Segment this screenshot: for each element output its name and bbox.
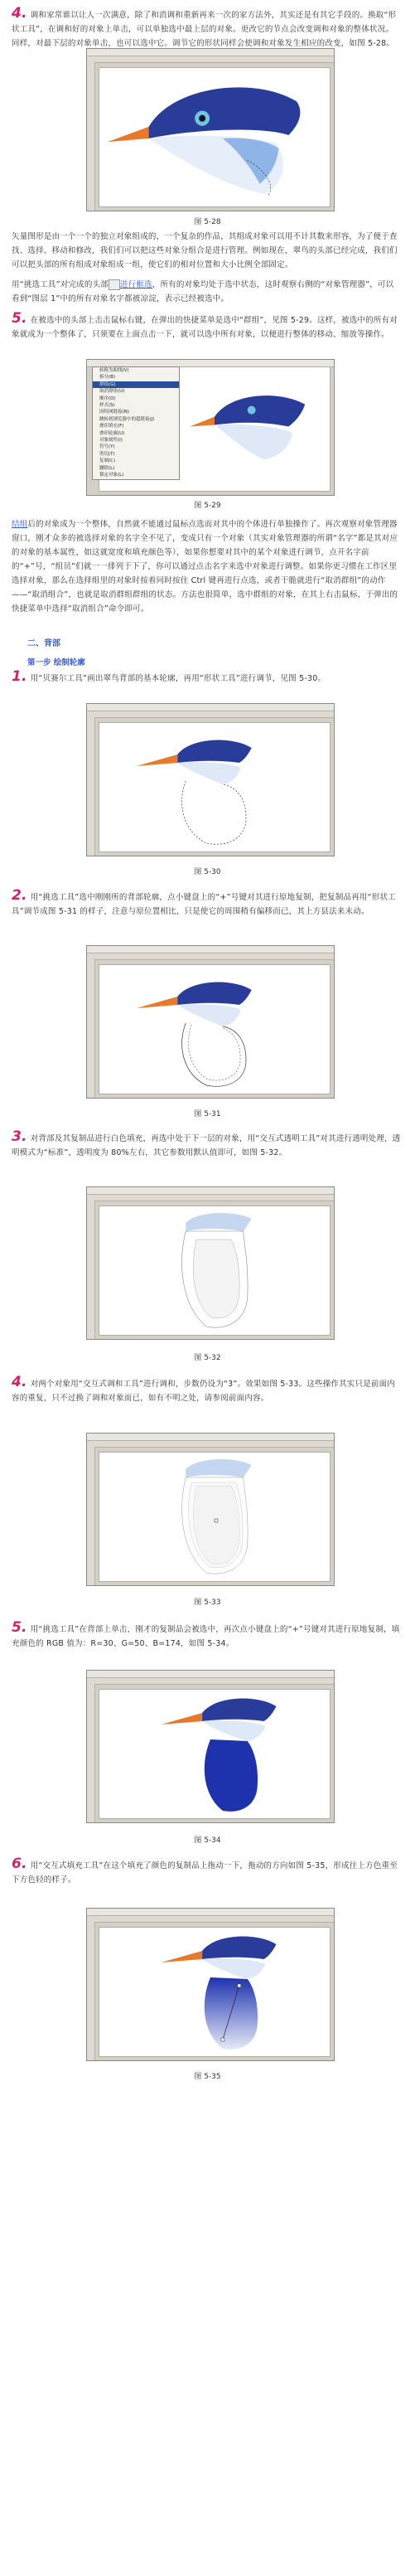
- paragraph-select-head: 用“挑选工具”对完成的头部 进行框选，所有的对象均处于选中状态，这时观察右侧的“对象管理器”，可以看到“图层 1”中的所有对象名字都被凉淀，表示已经被选中。: [12, 280, 394, 303]
- section-title: 二、背部: [27, 639, 60, 648]
- screenshot-5-31: [86, 945, 335, 1099]
- screenshot-5-29: [86, 359, 335, 496]
- step-4-back-paragraph: 4. 对两个对象用“交互式调和工具”进行调和，步数仍设为“3”。效果如图 5-33。这些操作其实只是前面内容的重复，只不过换了调和对象而已，如有不明之处，请参阅前面内容。: [12, 1374, 395, 1403]
- screenshot-5-35: [86, 1908, 335, 2061]
- step-5-paragraph: 5. 在被选中的头部上击击鼠标右键，在弹出的快捷菜单是选中“群组”，见图 5-29。这样，被选中的所有对象就成为一个整体了，只须要在上面点击一下，就可以选中所有对象，以便进行整体的移动、缩放等操作。: [12, 310, 398, 339]
- context-menu-item[interactable]: 剪切(T): [99, 451, 115, 457]
- context-menu-item[interactable]: 取消群组(U): [99, 389, 125, 395]
- step-number: 4.: [12, 5, 27, 22]
- context-menu-item[interactable]: 对象属性(I): [99, 438, 123, 444]
- step-1-paragraph: 1. 用“贝赛尔工具”画出翠鸟背部的基本轮廓，再用“形状工具”进行调节，见图 5-30。: [12, 668, 326, 685]
- step-6-back-paragraph: 6. 用“交互式填充工具”在这个填充了颜色的复制品上拖动一下，拖动的方向如图 5-35，形成往上方色重至下方色轻的样子。: [12, 1856, 398, 1885]
- caption-5-34: 图 5-34: [194, 1836, 221, 1845]
- screenshot-5-34: [86, 1670, 335, 1823]
- paragraph-group-explain: 结组后的对象成为一个整体，自然就不能通过鼠标点选而对其中的个体进行单独操作了。再次观察对象管理器窗口，刚才众多的被选择对象的名字全不见了，变成只有一个对象（其实对象管理器的所谓“名字”都是其对应的对象的基本属性，如这就宽度和填充颜色等），如果你想要对其中的某个对象进行调节，点开名字前的“+”号，“组员”们就一一排列于下了，你可以通过点击名字来选中对象进行调整。如果你更习惯在工作区里选择对象，那么在选择组里的对象时按着同时按住 Ctrl 键再进行点选，或者干脆就进行“取消群组”的动作——“取消组合”，也就是取消群组群组的状态。方法也很简单，选中群组的对象，在其上右击鼠标，于弹出的快捷菜单中选择“取消组合”命令即可。: [12, 520, 398, 614]
- context-menu-item[interactable]: 跳转到浏览器中的超链接(J): [99, 416, 155, 422]
- select-link[interactable]: 进行框选: [119, 280, 152, 289]
- caption-5-35: 图 5-35: [194, 2073, 221, 2081]
- context-menu-item[interactable]: 删除(L): [99, 465, 115, 471]
- caption-5-28: 图 5-28: [194, 218, 221, 226]
- bird-head-illustration: [99, 68, 330, 206]
- context-menu-item[interactable]: 符号(Y): [99, 444, 115, 450]
- context-menu-item[interactable]: 转换为曲线(V): [99, 368, 129, 373]
- context-menu-item[interactable]: 顺序(O): [99, 395, 116, 401]
- pick-tool-icon: [109, 279, 120, 290]
- context-menu-item[interactable]: 群组(G): [93, 381, 179, 388]
- step-5-back-paragraph: 5. 用“挑选工具”在背部上单击，刚才的复制品会被选中，再次点小键盘上的“+”号键对其进行原地复制，填充颜色的 RGB 值为：R=30、G=50、B=174，如图 5-34。: [12, 1619, 400, 1648]
- caption-5-31: 图 5-31: [194, 1110, 221, 1118]
- context-menu-item[interactable]: 因特网链接(N): [99, 410, 129, 415]
- step-4-paragraph: [12, 7, 401, 51]
- context-menu-item[interactable]: 锁定对象(L): [99, 473, 124, 478]
- step-3-paragraph: 3. 对背部及其复制品进行白色填充，再选中处于下一层的对象，用“交互式透明工具”对其进行透明处理，透明模式为“标准”，透明度为 80%左右，其它参数用默认值即可，如图 5-32。: [12, 1128, 401, 1157]
- group-link[interactable]: 结组: [12, 520, 28, 529]
- screenshot-5-33: [86, 1433, 335, 1586]
- context-menu-item[interactable]: 叠印填充(F): [99, 424, 124, 429]
- caption-5-33: 图 5-33: [194, 1598, 221, 1607]
- screenshot-5-30: [86, 703, 335, 856]
- context-menu-item[interactable]: 叠印轮廓(U): [99, 430, 125, 436]
- screenshot-5-28: [86, 48, 335, 211]
- context-menu-item[interactable]: 复制(C): [99, 458, 116, 464]
- context-menu-item[interactable]: 拆分(B): [99, 375, 116, 381]
- sub-title: 第一步 绘制轮廓: [27, 658, 85, 667]
- screenshot-5-32: [86, 1186, 335, 1340]
- context-menu-item[interactable]: 样式(S): [99, 403, 115, 409]
- paragraph-grouping-intro: 矢量图形是由一个一个的独立对象组成的，一个复杂的作品，其组成对象可以用不计其数来形容，为了便于查找、选择、移动和修改，我们们可以把这些对象分组合是进行管理。例如现在，翠鸟的头部已经完成，我们们可以把头部的所有组成对象组成一组，使它们的相对位置和大小比例全部固定。: [12, 232, 398, 269]
- step-text: 调和家常谁以让人一次满意，除了和消调和重新再来一次的家方法外，其实还是有其它手段的。换取“形状工具”，在调和好的对象上单击，可以单独选中最上层的对象。更改它的节点会改变调和对象的整体状况。同样，对最下层的对象单击，也可以选中它。调节它的形状同样会使调和对象发生相应的改变，如图 5-28。: [12, 11, 397, 48]
- step-2-paragraph: 2. 用“挑选工具”选中刚刚所的背部轮廓，点小键盘上的“+”号键对其进行原地复制，把复制品再用“形状工具”调节成图 5-31 的样子，注意与原位置相比，只是使它的周围稍有偏移而已，其上方县法来未动。: [12, 887, 396, 916]
- context-menu: [92, 366, 180, 480]
- caption-5-32: 图 5-32: [194, 1354, 221, 1362]
- caption-5-29: 图 5-29: [194, 502, 221, 510]
- caption-5-30: 图 5-30: [194, 868, 221, 876]
